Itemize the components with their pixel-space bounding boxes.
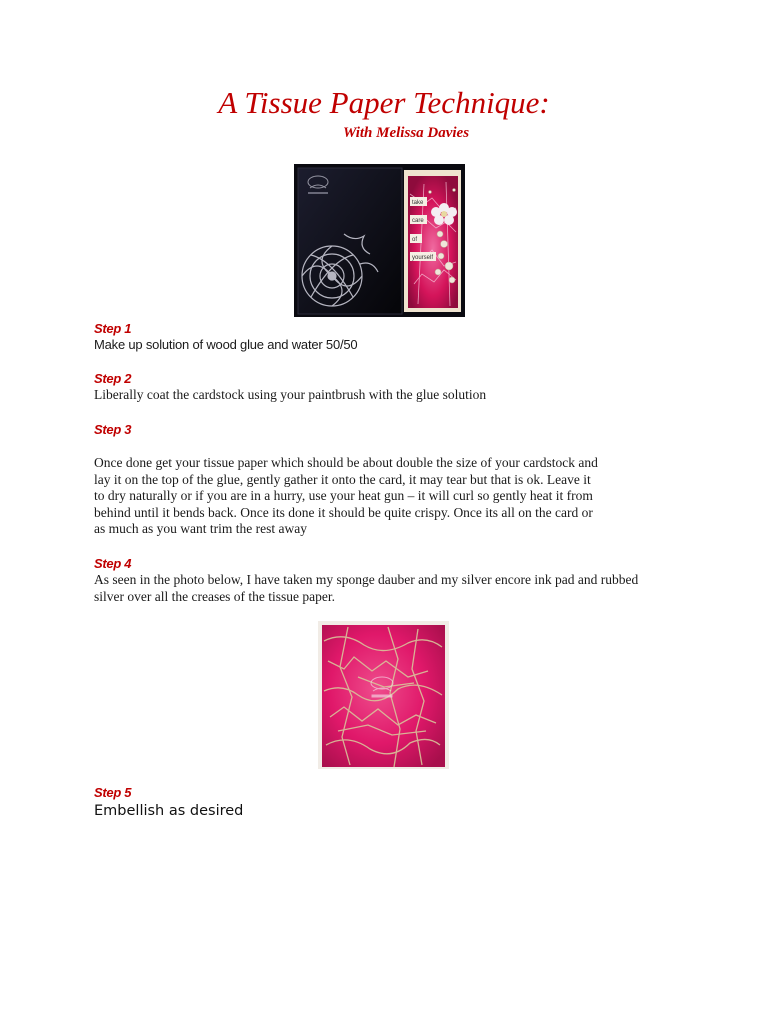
tissue-paper-photo [318, 621, 449, 769]
step-4-label: Step 4 [94, 556, 132, 571]
step-3-line-1: Once done get your tissue paper which should be about double the size of your cardstock and [94, 455, 598, 470]
document-title: A Tissue Paper Technique: [218, 85, 550, 120]
finished-card-illustration [294, 164, 465, 317]
step-5-label: Step 5 [94, 785, 132, 800]
document-subtitle: With Melissa Davies [342, 125, 470, 141]
step-4-line-2: silver over all the creases of the tissue paper. [94, 588, 336, 604]
step-3-label: Step 3 [94, 422, 132, 437]
step-3-line-2: lay it on the top of the glue, gently gather it onto the card, it may tear but that is ok. Leave it [94, 471, 591, 487]
step-4-text [94, 572, 734, 605]
step-5-text: Embellish as desired [94, 803, 244, 819]
step-3-line-5: as much as you want trim the rest away [94, 521, 307, 536]
step-3-line-3: to dry naturally or if you are in a hurry, use your heat gun – it will curl so gently heat it from [94, 488, 593, 503]
step-2-line: Liberally coat the cardstock using your paintbrush with the glue solution [94, 387, 487, 402]
step-1-line: Make up solution of wood glue and water 50/50 [94, 337, 358, 352]
step-2-label: Step 2 [94, 371, 132, 386]
tag-take: take [412, 200, 424, 206]
tissue-paper-illustration [318, 621, 449, 769]
tag-of: of [412, 237, 418, 243]
step-3-text [94, 455, 734, 538]
finished-card-photo [294, 164, 465, 317]
step-2-text [94, 387, 734, 404]
step-1-label: Step 1 [94, 321, 132, 336]
step-1-text [94, 337, 734, 354]
tag-yourself: yourself [412, 255, 434, 261]
step-4-line-1: As seen in the photo below, I have taken my sponge dauber and my silver encore ink pad and rubbed [94, 572, 639, 587]
tag-care: care [412, 218, 424, 224]
step-3-line-4: behind until it bends back. Once its done it should be quite crispy. Once its all on the card or [94, 504, 593, 520]
